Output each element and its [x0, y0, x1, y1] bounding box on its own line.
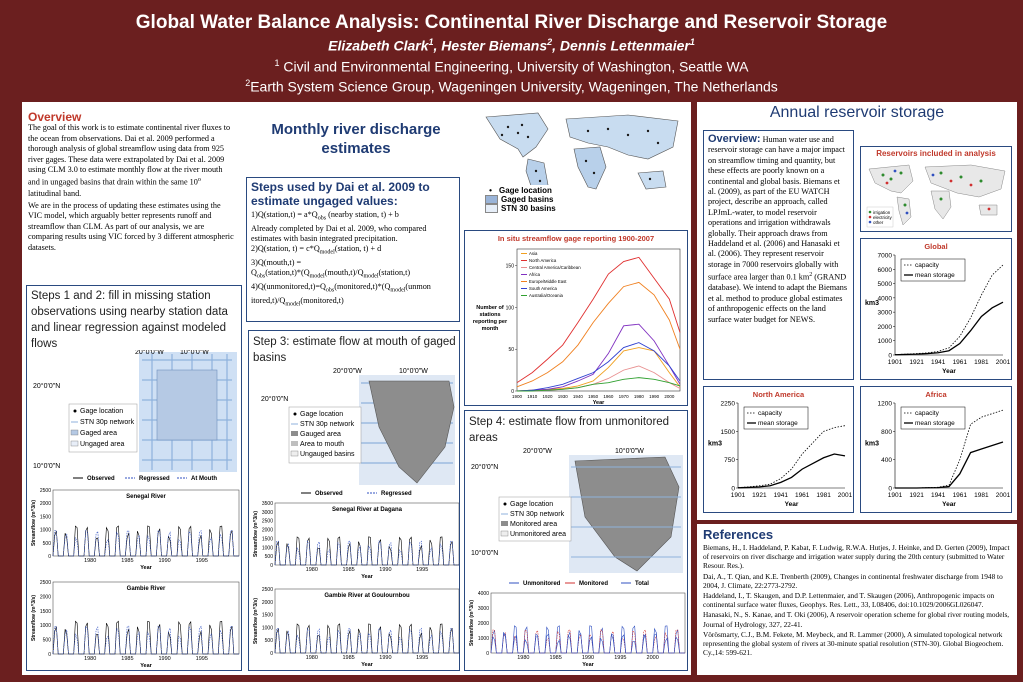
hydro-ytick-label: 0 — [48, 652, 51, 658]
s5c: (mouth,t)/Q — [324, 268, 364, 278]
res-ytick-label: 800 — [881, 428, 892, 436]
s3-leg-3: Area to mouth — [300, 441, 344, 448]
insitu-xtick-label: 1990 — [649, 394, 660, 399]
hydro-ytick-label: 500 — [42, 540, 51, 547]
step4-lon1: 20°0'0"W — [523, 448, 552, 455]
reservoir-map-svg — [861, 159, 1011, 231]
steps-line-6 — [251, 282, 455, 310]
hydro-title: Senegal River at Dagana — [331, 507, 403, 513]
hydro-xtick-label: 1995 — [195, 558, 208, 564]
res-legend-label: capacity — [915, 262, 939, 269]
res-xtick-label: 2001 — [995, 359, 1011, 366]
hydro-xtick-label: 1980 — [84, 558, 97, 564]
res-ytick-label: 0 — [731, 485, 735, 493]
s4-leg-2: Monitored area — [510, 521, 558, 528]
s3a: 2)Q(station, t) = c*Q — [251, 244, 320, 254]
res-chart-title: North America — [752, 390, 805, 399]
res-xtick-label: 1941 — [930, 492, 946, 499]
steps-heading: Steps used by Dai et al. 2009 to estimate ungaged values: — [251, 180, 430, 208]
insitu-legend-label: Central America/Caribbean — [529, 265, 581, 270]
s6c: (unmon itored,t)/Q — [251, 282, 431, 305]
swatch-icon — [485, 195, 498, 204]
res-xtick-label: 1981 — [974, 492, 989, 499]
step12-caption: Steps 1 and 2: fill in missing station observations using nearby station data and linear regression against modeled flows — [31, 290, 228, 350]
poster-title: Global Water Balance Analysis: Continental River Discharge and Reservoir Storage — [135, 12, 888, 33]
res-ytick-label: 1200 — [877, 400, 892, 408]
res-xtick-label: 1901 — [887, 359, 903, 366]
ref-item: Dai, A., T. Qian, and K.E. Trenberth (2009), Changes in continental freshwater discharge from 1948 to 2004, J. Climate, 22:2773-2792. — [703, 571, 1003, 590]
res-ylabel: km3 — [865, 440, 880, 448]
hydro-xlabel: Year — [140, 663, 152, 669]
hydro-ytick-label: 2000 — [477, 621, 489, 627]
res-xtick-label: 1981 — [816, 492, 831, 499]
hydro-xtick-label: 2000 — [646, 655, 659, 661]
res-chart-title: Africa — [925, 390, 947, 399]
hydro-ytick-label: 0 — [48, 554, 51, 560]
hydro-ytick-label: 1000 — [261, 625, 273, 632]
global-chart-svg — [861, 239, 1011, 379]
swatch-icon — [485, 204, 498, 213]
res-ytick-label: 5000 — [877, 281, 892, 289]
overview-heading: Overview — [28, 110, 82, 124]
res-series-line — [738, 454, 845, 488]
overview-p1 — [28, 123, 234, 199]
res-xtick-label: 1921 — [909, 492, 924, 499]
gage-world-map — [478, 107, 686, 225]
hydro-ytick-label: 4000 — [477, 591, 489, 597]
res-leg-0: irrigation — [873, 210, 891, 215]
s3-leg-2: Gauged area — [300, 431, 341, 438]
s3b: (station, t) + d — [334, 244, 382, 254]
step12-lon1: 20°0'0"W — [135, 350, 164, 356]
res-xlabel: Year — [784, 501, 799, 508]
step12-lat2: 10°0'0"N — [33, 463, 61, 470]
res-series-line — [895, 302, 1003, 355]
insitu-legend-label: Asia — [529, 251, 538, 256]
res-ytick-label: 750 — [724, 457, 735, 465]
s5s3: model — [363, 273, 379, 280]
na-chart-box — [703, 386, 854, 513]
hydro-xtick-label: 1990 — [379, 655, 392, 661]
s4-leg-1: STN 30p network — [510, 511, 565, 518]
insitu-chart-svg — [465, 231, 687, 405]
hydro-ytick-label: 1500 — [39, 514, 51, 521]
affil-1-text: Civil and Environmental Engineering, University of Washington, Seattle WA — [279, 58, 749, 75]
s5d: (station,t) — [378, 268, 411, 278]
insitu-series-line — [517, 282, 680, 386]
step12-map-legend — [69, 404, 137, 452]
s6s3: model — [285, 301, 301, 308]
affil-1-num: 1 — [274, 57, 280, 68]
res-ylabel: km3 — [708, 440, 723, 448]
hydro-ytick-label: 0 — [486, 651, 489, 657]
africa-chart-svg — [861, 387, 1011, 512]
insitu-ytick-label: 0 — [511, 389, 514, 395]
res-legend-label: mean storage — [758, 420, 798, 427]
step3-hydrographs — [253, 491, 459, 667]
res-series-line — [895, 442, 1003, 488]
s6b: (monitored,t)*(Q — [334, 282, 391, 292]
insitu-xlabel: Year — [592, 400, 605, 405]
insitu-ylabel: Number of — [476, 305, 504, 311]
res-legend-label: capacity — [758, 410, 782, 417]
insitu-chart-box — [464, 230, 688, 406]
insitu-xtick-label: 1920 — [542, 394, 553, 399]
ref-item: Haddeland, I., T. Skaugen, and D.P. Lettenmaier, and T. Skaugen (2006), Anthropogenic impacts on continental surface water fluxes, Geophys. Res. Lett., 33, L08406, doi:10.1029/2006GL026047. — [703, 591, 995, 610]
hydro-frame — [53, 582, 239, 654]
step3-lat1: 20°0'0"N — [261, 396, 289, 403]
insitu-xtick-label: 1980 — [633, 394, 644, 399]
res-ytick-label: 2250 — [720, 400, 735, 408]
insitu-xtick-label: 1930 — [557, 394, 568, 399]
step4-lat1: 20°0'0"N — [471, 464, 499, 471]
author-2: , Hester Biemans — [433, 37, 548, 54]
res-xtick-label: 1901 — [887, 492, 903, 499]
s5s1: obs — [256, 273, 266, 280]
insitu-xtick-label: 2000 — [664, 394, 675, 399]
res-ytick-label: 0 — [888, 485, 892, 493]
gage-map-legend — [482, 185, 559, 214]
hydro-ylabel: Streamflow (m^3/s) — [253, 511, 259, 557]
reservoir-ov-sup: 2 — [809, 272, 813, 279]
authors-line — [0, 34, 1023, 55]
res-ylabel: km3 — [865, 300, 880, 307]
res-xlabel: Year — [942, 501, 956, 508]
hydro-title: Senegal River — [126, 494, 166, 500]
hydro-ytick-label: 1500 — [39, 608, 51, 615]
step3-box — [248, 330, 460, 671]
res-xtick-label: 1981 — [974, 359, 989, 366]
hydro-series-line — [53, 526, 239, 556]
res-ytick-label: 0 — [888, 352, 892, 360]
insitu-legend-label: Australia/Oceania — [529, 293, 563, 298]
affiliation-2 — [0, 75, 1023, 96]
s4-leg-3: Unmonitored area — [510, 531, 567, 538]
hydro-ytick-label: 2500 — [261, 587, 273, 593]
affiliation-1 — [0, 55, 1023, 76]
hydro-ylabel: Streamflow (m^3/s) — [31, 595, 37, 641]
overview-p1-sup: o — [197, 177, 201, 184]
step4-box — [464, 410, 688, 671]
hydro-ytick-label: 2000 — [261, 527, 273, 534]
insitu-xtick-label: 1940 — [572, 394, 583, 399]
hydro-legend-label: Monitored — [579, 581, 608, 587]
hydro-ytick-label: 2500 — [39, 580, 51, 586]
insitu-xtick-label: 1970 — [618, 394, 629, 399]
steps-line-3 — [251, 244, 455, 258]
reservoir-heading: Annual reservoir storage — [769, 104, 945, 121]
hydro-title: Gambie River — [126, 586, 166, 592]
hydro-xtick-label: 1985 — [342, 567, 355, 573]
insitu-ylabel: reporting per — [472, 319, 508, 325]
overview-p1-a: The goal of this work is to estimate continental river fluxes to the ocean from observations. Dai et al. 2009 performed a thorough analysis of global streamflow using data from 925 river gages. These data were extrapolated by Dai et al. 2009 using CLM 3.0 to estimate monthly flow at the river mouth and in ungaged basins that drain within the same 10 — [28, 123, 231, 188]
gage-legend-label-2: STN 30 basins — [501, 204, 556, 213]
s5s2: model — [309, 273, 325, 280]
hydro-xtick-label: 1990 — [581, 655, 595, 661]
s5a: Q — [251, 268, 257, 278]
africa-chart-box — [860, 386, 1012, 513]
step3-map-legend — [289, 407, 361, 463]
res-xtick-label: 1961 — [952, 492, 968, 499]
reservoir-ov-text: Human water use and reservoir storage can have a major impact on streamflow timing and quantity, but these effects are poorly known on a continental and global basis. Biemans et al. (2009), as part of the EU WATCH project, describe an approach, called LPJmL-water, to model reservoir operations and irrigation withdrawals globally. Their approach draws from Haddeland et al. (2006) and Hanasaki et al. (2006). They represent reservoir storage in 7000 reservoirs globally with surface area larger than 0.1 km — [708, 135, 845, 283]
insitu-legend-label: North America — [529, 258, 557, 263]
s12-leg-1: STN 30p network — [80, 419, 135, 426]
hydro-legend-label: Total — [635, 581, 649, 587]
hydro-ytick-label: 3500 — [261, 501, 273, 507]
s1b: (nearby station, t) + b — [326, 210, 399, 219]
s3-leg-1: STN 30p network — [300, 421, 355, 428]
author-3-affil: 1 — [689, 37, 695, 47]
insitu-ylabel: stations — [479, 312, 501, 318]
insitu-plot-frame — [517, 249, 680, 391]
steps-line-2: Already completed by Dai et al. 2009, who compared estimates with basin integrated precipitation. — [251, 223, 427, 244]
insitu-ytick-label: 50 — [508, 347, 514, 354]
hydro-ytick-label: 2000 — [39, 594, 51, 601]
res-chart-title: Global — [924, 242, 948, 251]
hydro-xlabel: Year — [361, 662, 373, 667]
insitu-series-line — [517, 366, 680, 391]
res-ytick-label: 4000 — [877, 295, 892, 303]
hydro-xtick-label: 1980 — [305, 655, 318, 661]
step3-lon2: 10°0'0"W — [399, 368, 428, 375]
hydro-xlabel: Year — [140, 565, 152, 571]
hydro-ytick-label: 0 — [270, 651, 273, 657]
steps-line-1 — [251, 210, 455, 224]
hydro-legend-label: At Mouth — [191, 476, 217, 482]
poster-header — [0, 0, 1023, 98]
gage-legend-label-1: Gaged basins — [501, 195, 554, 204]
insitu-xtick-label: 1960 — [603, 394, 614, 399]
dot-icon: • — [489, 186, 492, 195]
res-leg-2: other — [873, 220, 884, 225]
hydro-legend-label: Observed — [87, 476, 115, 482]
s1a: 1)Q(station,t) = a*Q — [251, 210, 318, 219]
references-section — [703, 527, 1013, 658]
s12-leg-3: Ungaged area — [80, 441, 125, 448]
author-2-affil: 2 — [547, 37, 553, 47]
s6a: 4)Q(unmonitored,t)=Q — [251, 282, 326, 292]
overview-p1-b: latitudinal band. — [28, 188, 82, 198]
s3-leg-4: Ungauged basins — [300, 451, 355, 458]
hydro-ytick-label: 2500 — [39, 488, 51, 494]
hydro-ytick-label: 1000 — [477, 636, 489, 642]
hydro-legend-label: Regressed — [381, 491, 412, 497]
s5b: (station,t)*(Q — [265, 268, 310, 278]
hydro-ytick-label: 500 — [264, 554, 273, 561]
hydro-ytick-label: 1000 — [39, 623, 51, 630]
insitu-ytick-label: 150 — [505, 263, 514, 270]
hydro-xtick-label: 1980 — [517, 655, 530, 661]
res-ytick-label: 400 — [881, 457, 892, 465]
hydro-ylabel: Streamflow (m^3/s) — [253, 598, 259, 644]
s12-leg-2: Gaged area — [80, 430, 117, 437]
hydro-ytick-label: 500 — [42, 637, 51, 644]
insitu-title: In situ streamflow gage reporting 1900-2007 — [497, 234, 655, 243]
hydro-ytick-label: 0 — [270, 563, 273, 569]
hydro-ytick-label: 500 — [264, 638, 273, 645]
author-1: Elizabeth Clark — [328, 37, 429, 54]
res-ytick-label: 2000 — [877, 323, 892, 331]
s1sub: obs — [317, 215, 327, 222]
hydro-legend-label: Regressed — [139, 476, 170, 482]
hydro-series-line — [275, 624, 459, 653]
step12-hydrographs — [31, 476, 239, 669]
step4-caption: Step 4: estimate flow from unmonitored areas — [469, 416, 670, 444]
hydro-xlabel: Year — [582, 662, 594, 668]
overview-section — [28, 112, 234, 255]
global-chart-box — [860, 238, 1012, 380]
hydro-title: Gambie River at Goulournbou — [324, 593, 410, 599]
res-xtick-label: 1961 — [794, 492, 810, 499]
hydro-xtick-label: 1980 — [305, 567, 318, 573]
insitu-xtick-label: 1950 — [588, 394, 599, 399]
steps-line-4: 3)Q(mouth,t) = — [251, 258, 302, 268]
hydro-xtick-label: 1995 — [614, 655, 627, 661]
res-xtick-label: 2001 — [995, 492, 1011, 499]
s6s2: model — [390, 287, 406, 294]
hydro-ytick-label: 2000 — [261, 599, 273, 606]
ref-item: Hanasaki, N., S. Kanae, and T. Oki (2006), A reservoir operation scheme for global river routing models, Journal of Hydrology, 327, 22-41. — [703, 610, 1010, 629]
s3sub: model — [319, 249, 335, 256]
reservoir-overview-box — [703, 130, 854, 380]
hydro-xtick-label: 1990 — [158, 656, 171, 662]
reservoir-map-title: Reservoirs included in analysis — [876, 149, 996, 158]
step4-hydrograph — [469, 581, 685, 668]
reservoir-ov-text2: (GRAND database). We intend to adapt the Biemans et al. method to produce global estimates of anthropogenic effects on the land surface water budget for NEWS. — [708, 273, 848, 324]
step4-map-legend — [499, 497, 571, 541]
affil-2-num: 2 — [245, 78, 251, 89]
res-legend-label: capacity — [915, 410, 939, 417]
author-3: , Dennis Lettenmaier — [552, 37, 690, 54]
hydro-series-line — [491, 626, 685, 653]
s12-leg-0: Gage location — [80, 408, 124, 415]
insitu-legend-label: Europe/Middle East — [529, 279, 567, 284]
hydro-xtick-label: 1995 — [195, 656, 208, 662]
res-xlabel: Year — [942, 368, 956, 375]
hydro-legend-label: Unmonitored — [523, 581, 561, 587]
step12-box — [26, 285, 242, 671]
hydro-xtick-label: 1990 — [379, 567, 392, 573]
author-1-affil: 1 — [428, 37, 434, 47]
insitu-series-line — [517, 324, 680, 391]
s6d: (monitored,t) — [300, 295, 344, 305]
res-ytick-label: 1500 — [720, 428, 735, 436]
reservoir-ov-head: Overview: — [708, 133, 761, 145]
res-ytick-label: 6000 — [877, 266, 892, 274]
res-ytick-label: 7000 — [877, 252, 892, 260]
na-chart-svg — [704, 387, 853, 512]
steps-line-5 — [251, 268, 455, 282]
ref-item: Biemans, H., I. Haddeland, P. Kabat, F. Ludwig, R.W.A. Hutjes, J. Heinke, and D. Gerten (2009), Impact of reservoirs on river discharge and irrigation water supply during the 20th century (submitted to Water Resour. Res.). — [703, 543, 1010, 571]
references-heading: References — [703, 527, 774, 542]
res-legend-label: mean storage — [915, 420, 955, 427]
insitu-series-line — [517, 257, 680, 382]
step4-lon2: 10°0'0"W — [615, 448, 644, 455]
hydro-xtick-label: 1985 — [549, 655, 562, 661]
hydro-ytick-label: 2500 — [261, 518, 273, 525]
step3-caption: Step 3: estimate flow at mouth of gaged basins — [253, 336, 456, 364]
step3-svg — [249, 367, 459, 667]
res-xtick-label: 1941 — [773, 492, 789, 499]
res-xtick-label: 2001 — [837, 492, 853, 499]
monthly-title: Monthly river discharge estimates — [271, 121, 441, 157]
step12-svg — [27, 350, 241, 670]
gage-legend-label-0: Gage location — [499, 186, 552, 195]
hydro-xtick-label: 1985 — [342, 655, 355, 661]
insitu-xtick-label: 1910 — [527, 394, 538, 399]
gage-legend-item-0 — [485, 186, 556, 195]
hydro-xtick-label: 1990 — [158, 558, 171, 564]
step4-svg — [465, 447, 687, 669]
insitu-xtick-label: 1900 — [511, 394, 523, 399]
res-series-line — [738, 426, 845, 488]
step4-lat2: 10°0'0"N — [471, 550, 499, 557]
res-xtick-label: 1941 — [930, 359, 946, 366]
hydro-ylabel: Streamflow (m^3/s) — [469, 600, 475, 646]
s6s1: obs — [325, 287, 335, 294]
steps-box — [246, 177, 460, 322]
hydro-xlabel: Year — [361, 574, 373, 580]
hydro-ytick-label: 3000 — [477, 606, 489, 612]
hydro-xtick-label: 1995 — [416, 655, 429, 661]
hydro-ytick-label: 2000 — [39, 501, 51, 508]
hydro-ytick-label: 1500 — [261, 536, 273, 543]
hydro-ytick-label: 1000 — [39, 527, 51, 534]
insitu-ytick-label: 100 — [505, 305, 514, 312]
res-legend-label: mean storage — [915, 272, 955, 279]
hydro-xtick-label: 1995 — [416, 567, 429, 573]
hydro-series-line — [275, 537, 459, 565]
res-xtick-label: 1921 — [752, 492, 767, 499]
s3-leg-0: Gage location — [300, 411, 344, 418]
insitu-legend-label: South America — [529, 286, 557, 291]
ref-item: Vörösmarty, C.J., B.M. Fekete, M. Meybeck, and R. Lammer (2000), A simulated topological network representing the global system of rivers at 30-minute spatial resolution (STN-30). Global Biogeochem. Cy.,14: 599-621. — [703, 629, 1004, 658]
overview-p2: We are in the process of updating these estimates using the VIC model, which arguably better represents runoff and streamflow than CLM. As part of our analysis, we are comparing results using VIC forced by 3 different atmospheric datasets. — [28, 200, 234, 252]
hydro-ytick-label: 3000 — [261, 509, 273, 516]
insitu-legend-label: Africa — [529, 272, 540, 277]
res-xtick-label: 1921 — [909, 359, 924, 366]
hydro-ytick-label: 1000 — [261, 545, 273, 552]
hydro-ylabel: Streamflow (m^3/s) — [31, 500, 37, 546]
hydro-xtick-label: 1980 — [84, 656, 97, 662]
step12-lat1: 20°0'0"N — [33, 383, 61, 390]
hydro-ytick-label: 1500 — [261, 612, 273, 619]
res-ytick-label: 3000 — [877, 309, 892, 317]
hydro-xtick-label: 1985 — [121, 558, 134, 564]
hydro-legend-label: Observed — [315, 491, 343, 497]
res-leg-1: electricity — [873, 215, 892, 220]
gage-legend-item-2 — [485, 204, 556, 213]
hydro-series-line — [53, 621, 239, 654]
step3-lon1: 20°0'0"W — [333, 368, 362, 375]
s4-leg-0: Gage location — [510, 501, 554, 508]
reservoir-map-legend — [867, 207, 893, 227]
hydro-xtick-label: 1985 — [121, 656, 134, 662]
res-xtick-label: 1901 — [730, 492, 746, 499]
res-ytick-label: 1000 — [877, 338, 892, 346]
res-xtick-label: 1961 — [952, 359, 968, 366]
reservoir-map-box — [860, 146, 1012, 232]
affil-2-text: Earth System Science Group, Wageningen University, Wageningen, The Netherlands — [250, 78, 778, 95]
gage-legend-item-1 — [485, 195, 556, 204]
hydro-frame — [491, 593, 685, 653]
step12-lon2: 10°0'0"W — [180, 350, 209, 356]
insitu-ylabel: month — [481, 326, 499, 332]
